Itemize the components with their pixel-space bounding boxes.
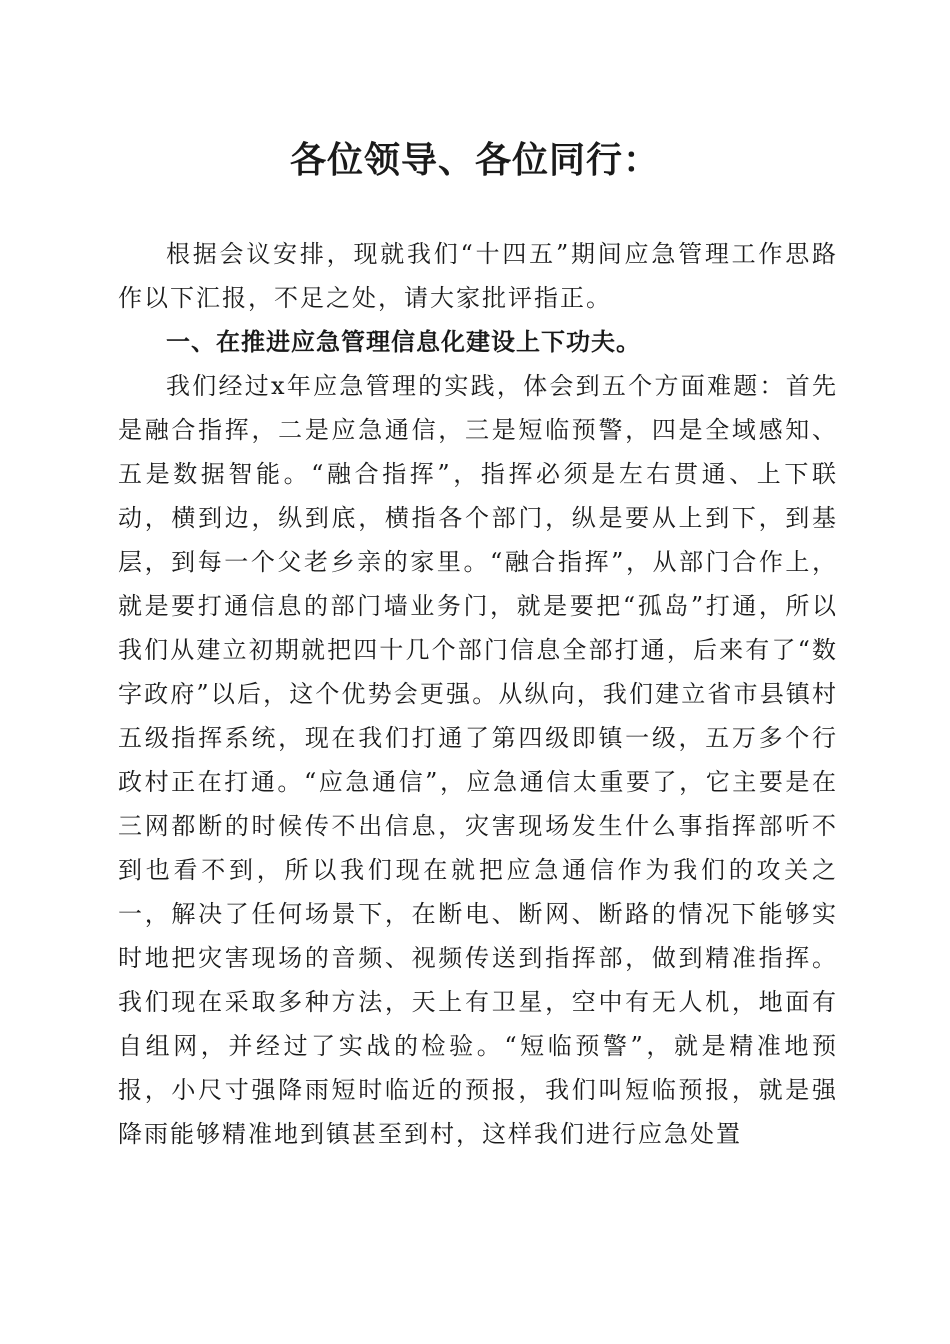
intro-paragraph: 根据会议安排，现就我们“十四五”期间应急管理工作思路作以下汇报，不足之处，请大家批评指正。 (118, 240, 838, 312)
document-body (118, 232, 838, 1156)
section-paragraph-1: 我们经过x年应急管理的实践，体会到五个方面难题：首先是融合指挥，二是应急通信，三是短临预警，四是全域感知、五是数据智能。“融合指挥”，指挥必须是左右贯通、上下联动，横到边，纵到底，横指各个部门，纵是要从上到下，到基层，到每一个父老乡亲的家里。“融合指挥”，从部门合作上，就是要打通信息的部门墙业务门，就是要把“孤岛”打通，所以我们从建立初期就把四十几个部门信息全部打通，后来有了“数字政府”以后，这个优势会更强。从纵向，我们建立省市县镇村五级指挥系统，现在我们打通了第四级即镇一级，五万多个行政村正在打通。“应急通信”，应急通信太重要了，它主要是在三网都断的时候传不出信息，灾害现场发生什么事指挥部听不到也看不到，所以我们现在就把应急通信作为我们的攻关之一，解决了任何场景下，在断电、断网、断路的情况下能够实时地把灾害现场的音频、视频传送到指挥部，做到精准指挥。我们现在采取多种方法，天上有卫星，空中有无人机，地面有自组网，并经过了实战的检验。“短临预警”，就是精准地预报，小尺寸强降雨短时临近的预报，我们叫短临预报，就是强降雨能够精准地到镇甚至到村，这样我们进行应急处置 (118, 372, 838, 1148)
document-title: 各位领导、各位同行： (289, 139, 660, 181)
section-heading-1: 一、在推进应急管理信息化建设上下功夫。 (166, 328, 641, 356)
